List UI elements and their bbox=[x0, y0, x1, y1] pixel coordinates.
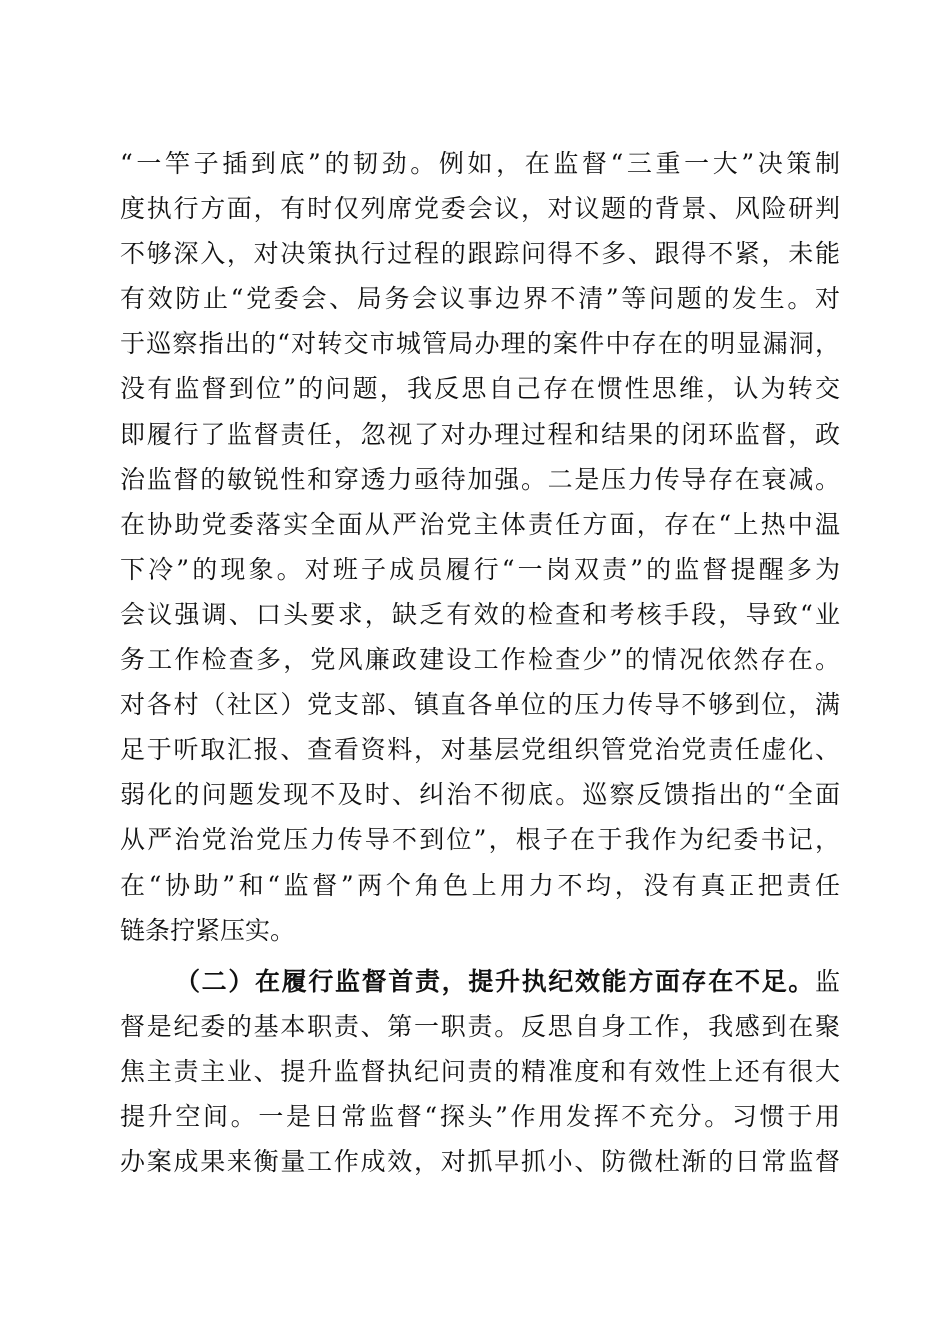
text-line: 链条拧紧压实。 bbox=[120, 915, 296, 945]
text-line bbox=[120, 959, 840, 1004]
text-line: 在“协助”和“监督”两个角色上用力不均，没有真正把责任 bbox=[120, 870, 840, 900]
text-line: 务工作检查多，党风廉政建设工作检查少”的情况依然存在。 bbox=[120, 645, 840, 675]
text-line: 没有监督到位”的问题，我反思自己存在惯性思维，认为转交 bbox=[120, 374, 840, 404]
body-text bbox=[120, 141, 840, 1184]
text-line: 焦主责主业、提升监督执纪问责的精准度和有效性上还有很大 bbox=[120, 1056, 840, 1086]
paragraph-1 bbox=[120, 141, 840, 953]
text-line: 不够深入，对决策执行过程的跟踪问得不多、跟得不紧，未能 bbox=[120, 239, 840, 269]
text-line: 足于听取汇报、查看资料，对基层党组织管党治党责任虚化、 bbox=[120, 735, 840, 765]
heading-line-rest: 监 bbox=[814, 966, 840, 996]
text-line: 督是纪委的基本职责、第一职责。反思自身工作，我感到在聚 bbox=[120, 1011, 840, 1041]
text-line: 弱化的问题发现不及时、纠治不彻底。巡察反馈指出的“全面 bbox=[120, 780, 840, 810]
text-line: “一竿子插到底”的韧劲。例如，在监督“三重一大”决策制 bbox=[120, 149, 840, 178]
section-heading: （二）在履行监督首责，提升执纪效能方面存在不足。 bbox=[175, 966, 815, 996]
text-line: 即履行了监督责任，忽视了对办理过程和结果的闭环监督，政 bbox=[120, 419, 840, 449]
text-line: 会议强调、口头要求，缺乏有效的检查和考核手段，导致“业 bbox=[120, 599, 840, 629]
text-line: 办案成果来衡量工作成效，对抓早抓小、防微杜渐的日常监督 bbox=[120, 1147, 840, 1177]
text-line: 有效防止“党委会、局务会议事边界不清”等问题的发生。对 bbox=[120, 284, 840, 314]
text-line: 从严治党治党压力传导不到位”，根子在于我作为纪委书记， bbox=[120, 825, 840, 855]
paragraph-2 bbox=[120, 959, 840, 1184]
text-line: 在协助党委落实全面从严治党主体责任方面，存在“上热中温 bbox=[120, 509, 840, 539]
text-line: 度执行方面，有时仅列席党委会议，对议题的背景、风险研判 bbox=[120, 194, 840, 224]
text-line: 对各村（社区）党支部、镇直各单位的压力传导不够到位，满 bbox=[120, 690, 840, 720]
text-line: 治监督的敏锐性和穿透力亟待加强。二是压力传导存在衰减。 bbox=[120, 464, 840, 494]
text-line: 于巡察指出的“对转交市城管局办理的案件中存在的明显漏洞， bbox=[120, 329, 840, 359]
text-line: 提升空间。一是日常监督“探头”作用发挥不充分。习惯于用 bbox=[120, 1101, 840, 1131]
text-line: 下冷”的现象。对班子成员履行“一岗双责”的监督提醒多为 bbox=[120, 554, 840, 584]
